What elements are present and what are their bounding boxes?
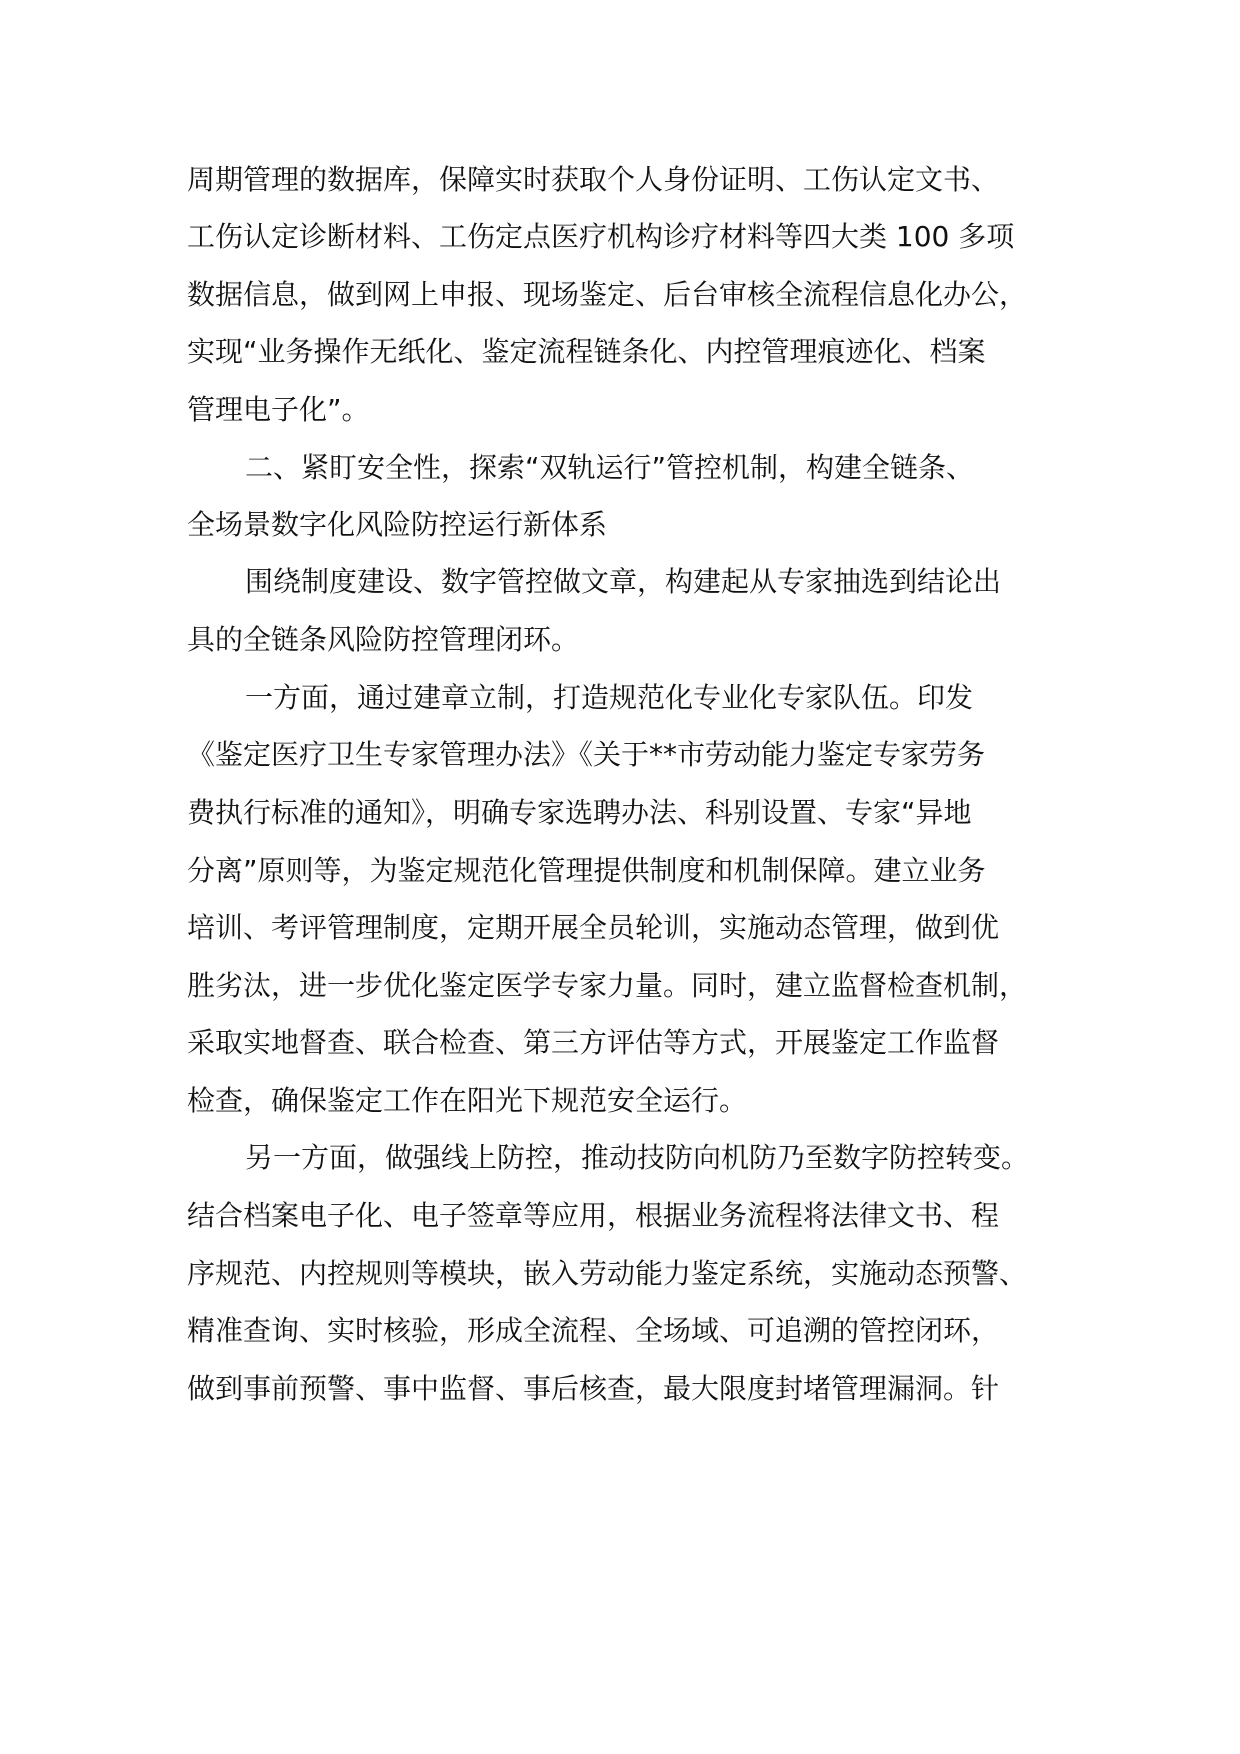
- text-line: 实现“业务操作无纸化、鉴定流程链条化、内控管理痕迹化、档案: [187, 335, 986, 368]
- text-line: 胜劣汰，进一步优化鉴定医学专家力量。同时，建立监督检查机制，: [187, 969, 1028, 1002]
- text-line: 检查，确保鉴定工作在阳光下规范安全运行。: [187, 1084, 748, 1117]
- text-line: 培训、考评管理制度，定期开展全员轮训，实施动态管理，做到优: [187, 911, 1000, 944]
- text-line: 序规范、内控规则等模块，嵌入劳动能力鉴定系统，实施动态预警、: [187, 1257, 1028, 1290]
- text-line: 具的全链条风险防控管理闭环。: [187, 623, 580, 656]
- text-line: 工伤认定诊断材料、工伤定点医疗机构诊疗材料等四大类 100 多项: [187, 220, 1015, 253]
- text-line: 周期管理的数据库，保障实时获取个人身份证明、工伤认定文书、: [187, 163, 1000, 196]
- text-line: 另一方面，做强线上防控，推动技防向机防乃至数字防控转变。: [245, 1141, 1030, 1174]
- text-line: 结合档案电子化、电子签章等应用，根据业务流程将法律文书、程: [187, 1199, 1000, 1232]
- text-line: 围绕制度建设、数字管控做文章，构建起从专家抽选到结论出: [245, 565, 1002, 598]
- section-heading-line: 二、紧盯安全性，探索“双轨运行”管控机制，构建全链条、: [245, 451, 975, 484]
- text-line: 数据信息，做到网上申报、现场鉴定、后台审核全流程信息化办公，: [187, 278, 1028, 311]
- text-line: 《鉴定医疗卫生专家管理办法》《关于**市劳动能力鉴定专家劳务: [187, 738, 986, 771]
- text-line: 采取实地督查、联合检查、第三方评估等方式，开展鉴定工作监督: [187, 1026, 1000, 1059]
- text-line: 精准查询、实时核验，形成全流程、全场域、可追溯的管控闭环，: [187, 1314, 1000, 1347]
- text-line: 管理电子化”。: [187, 393, 370, 426]
- text-line: 做到事前预警、事中监督、事后核查，最大限度封堵管理漏洞。针: [187, 1372, 1000, 1405]
- text-line: 分离”原则等，为鉴定规范化管理提供制度和机制保障。建立业务: [187, 854, 986, 887]
- text-line: 费执行标准的通知》，明确专家选聘办法、科别设置、专家“异地: [187, 796, 972, 829]
- text-line: 一方面，通过建章立制，打造规范化专业化专家队伍。印发: [245, 681, 974, 714]
- section-heading-line: 全场景数字化风险防控运行新体系: [187, 508, 608, 541]
